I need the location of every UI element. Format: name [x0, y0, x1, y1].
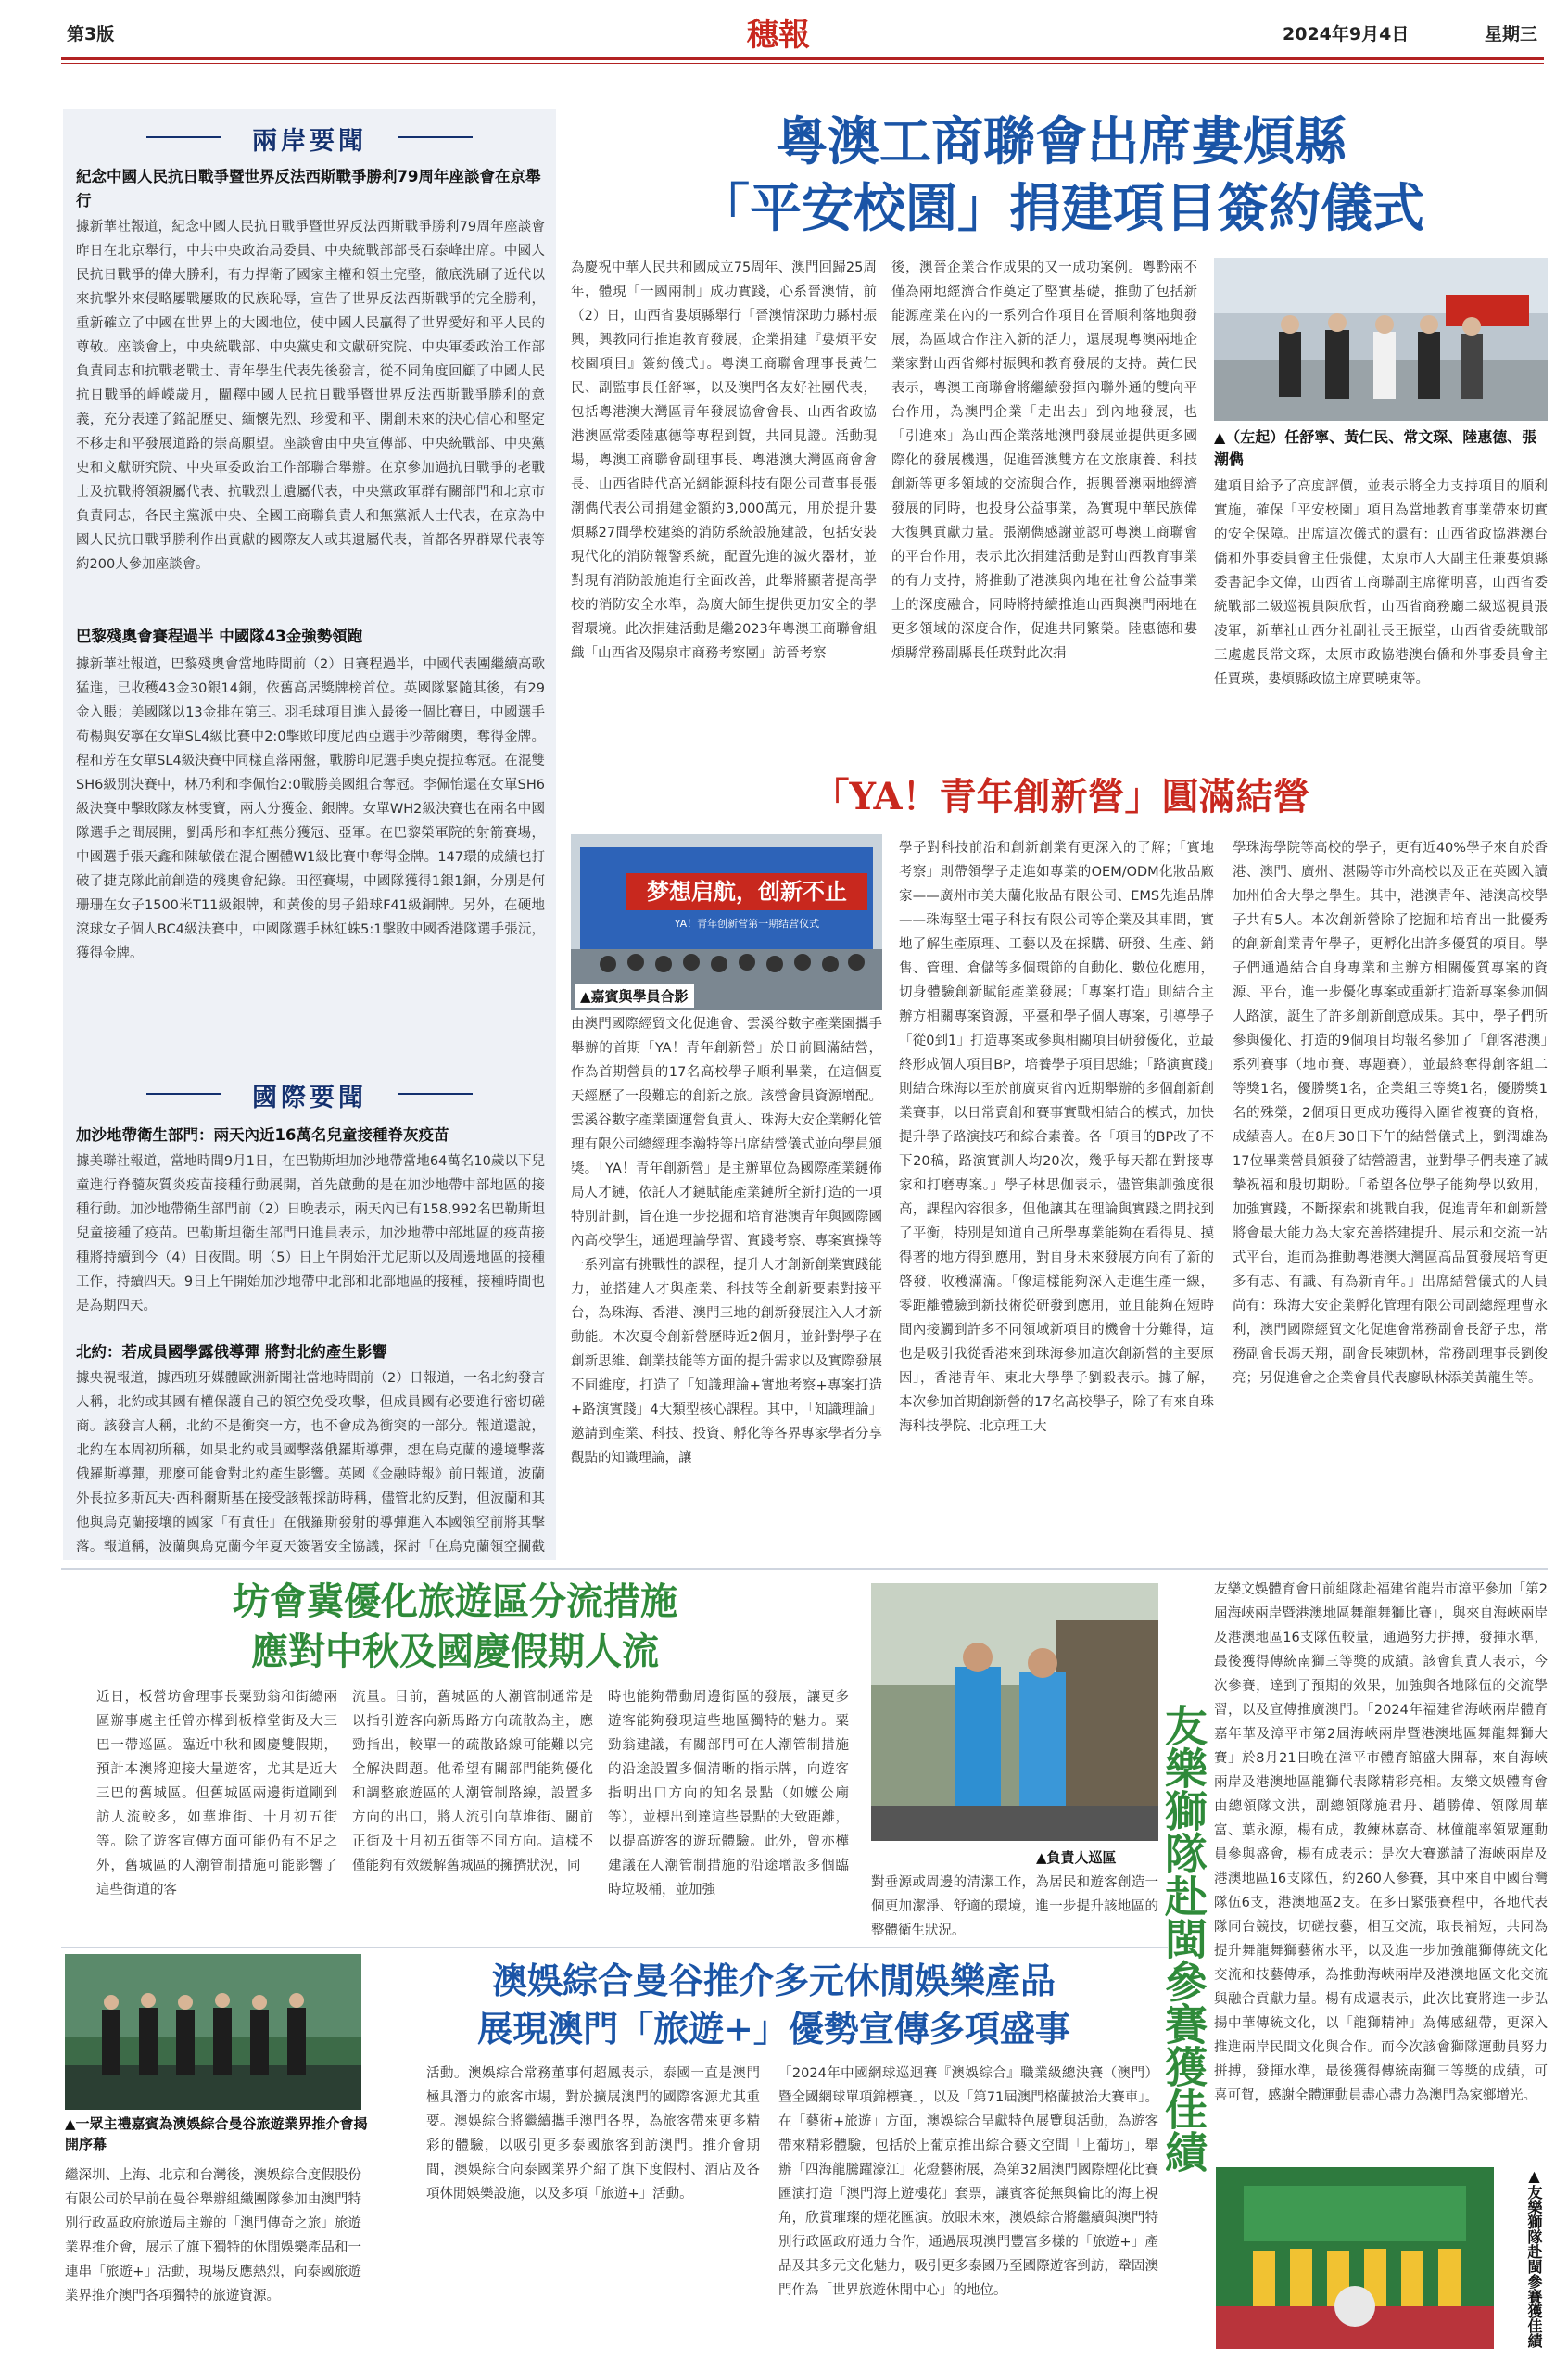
photo-caption: ▲一眾主禮嘉賓為澳娛綜合曼谷旅遊業界推介會揭開序幕	[65, 2115, 368, 2152]
article-title: 巴黎殘奧會賽程過半 中國隊43金強勢領跑	[76, 628, 363, 645]
article-column: 由澳門國際經貿文化促進會、雲溪谷數字產業園攜手舉辦的首期「YA！青年創新營」於日前圓滿結營，作為首期營員的17名高校學子順利畢業，在這個夏天經歷了一段難忘的創新之旅。該營會員資源增配。雲溪谷數字產業園運營負責人、珠海大安企業孵化管理有限公司總經理李瀚特等出席結營儀式並向學員頒獎。「YA！青年創新營」是主辦單位為國際產業鏈佈局人才鏈，依託人才鏈賦能產業鏈所全新打造的一項特別計劃，旨在進一步挖掘和培育港澳青年與國際國內高校學生，通過理論學習、實踐考察、專案實操等一系列富有挑戰性的課程，提升人才創新創業實踐能力，並搭建人才與產業、科技等全創新要素對接平台，為珠海、香港、澳門三地的創新發展注入人才新動能。本次夏令創新營歷時近2個月，並針對學子在創新思維、創業技能等方面的提升需求以及實際發展不同維度，打造了「知識理論+實地考察+專案打造+路演實踐」4大類型核心課程。其中，「知識理論」邀請到產業、科技、投資、孵化等各界專家學者分享觀點的知識理論，讓	[571, 1017, 882, 1466]
article-column: 為慶祝中華人民共和國成立75周年、澳門回歸25周年，體現「一國兩制」成功實踐，心系晉澳情，前（2）日，山西省婁煩縣舉行「晉澳情深助力縣村振興，興教同行推進教育發展，企業捐建『婁煩平安校園項目』簽約儀式」。粵澳工商聯會理事長黃仁民、副監事長任舒寧，以及澳門各友好社團代表，包括粵港澳大灣區青年發展協會會長、山西省政協港澳區常委陸惠德等專程到賀，共同見證。活動現場，粵澳工商聯會副理事長、粵港澳大灣區商會會長、山西省時代高光網能源科技有限公司董事長張潮儁代表公司捐建金額約3,000萬元，用於提升婁煩縣27間學校建築的消防系統設施建設，包括安裝現代化的消防報警系統，配置先進的滅火器材，並對現有消防設施進行全面改善，此舉將顯著提高學校的消防安全水準，為廣大師生提供更加安全的學習環境。此次捐建活動是繼2023年粵澳工商聯會組織「山西省及陽泉市商務考察團」訪晉考察	[571, 260, 877, 661]
lion-dance-team-photo	[1216, 2167, 1494, 2349]
headline-2-title: 「YA！青年創新營」圓滿結營	[812, 775, 1310, 818]
article-column: 活動。澳娛綜合常務董事何超鳳表示，泰國一直是澳門極具潛力的旅客市場，對於擴展澳門的國際客源尤其重要。澳娛綜合將繼續攜手澳門各界，為旅客帶來更多精彩的體驗，以吸引更多泰國旅客到訪澳門。推介會期間，澳娛綜合向泰國業界介紹了旗下度假村、酒店及各項休閒娛樂設施，以及多項「旅遊+」活動。	[426, 2066, 760, 2202]
article-column: 時也能夠帶動周邊街區的發展，讓更多遊客能夠發現這些地區獨特的魅力。粟勁翁建議，有關部門可在人潮管制措施的沿途設置多個清晰的指示牌，向遊客指明出口方向的知名景點（如嬤公廟等），並標出到達這些景點的大致距離，以提高遊客的遊玩體驗。此外，曾亦樺建議在人潮管制措施的沿途增設多個臨時垃圾桶，並加強	[608, 1690, 849, 1897]
photo-caption: ▲友樂獅隊赴閩參賽獲佳績	[1525, 2167, 1543, 2348]
article-column: 友樂文娛體育會日前組隊赴福建省龍岩市漳平參加「第2屆海峽兩岸暨港澳地區舞龍舞獅比賽」，與來自海峽兩岸及港澳地區16支隊伍較量，通過努力拼搏，發揮水準，最後獲得傳統南獅三等獎的成績。該會負責人表示，今次參賽，達到了預期的效果，加強與各地隊伍的交流學習，以及宣傳推廣澳門。「2024年福建省海峽兩岸體育嘉年華及漳平市第2屆海峽兩岸暨港澳地區舞龍舞獅大賽」於8月21日晚在漳平市體育館盛大開幕，來自海峽兩岸及港澳地區龍獅代表隊精彩亮相。友樂文娛體育會由總領隊文洪，副總領隊施君丹、趙勝偉、領隊周華富、葉永源，楊有成，教練林嘉奇、林僮龍率領眾運動員參與盛會，楊有成表示：是次大賽邀請了海峽兩岸及港澳地區16支隊伍，約260人參賽，其中來自中國台灣隊伍6支，港澳地區2支。在多日緊張賽程中，各地代表隊同台競技，切磋技藝，相互交流，取長補短，共同為提升舞龍舞獅藝術水平，以及進一步加強龍獅傳統文化交流和技藝傳承，為推動海峽兩岸及港澳地區文化交流與融合貢獻力量。楊有成還表示，此次比賽將進一步弘揚中華傳統文化，以「龍獅精神」為傳感紐帶，更深入推進兩岸民間文化與合作。而今次該會獅隊運動員努力拼搏，發揮水準，最後獲得傳統南獅三等獎的成績，可喜可賀，感謝全體運動員盡心盡力為澳門為家鄉增光。	[1214, 1582, 1548, 2103]
page-number: 第3版	[67, 24, 115, 44]
headline-3-line-2: 應對中秋及國慶假期人流	[251, 1630, 659, 1673]
article-column: 對垂源或周邊的清潔工作，為居民和遊客創造一個更加潔淨、舒適的環境，進一步提升該地區的整體衛生狀況。	[871, 1875, 1158, 1938]
article-column: 後，澳晉企業合作成果的又一成功案例。粵黔兩不僅為兩地經濟合作奠定了堅實基礎，推動了包括新能源產業在內的一系列合作項目在晉順利落地與發展，為區域合作注入新的活力，還展現粵澳兩地企業家對山西省鄉村振興和教育發展的支持。黃仁民表示，粵澳工商聯會將繼續發揮內聯外通的雙向平台作用，為澳門企業「走出去」到內地發展，也「引進來」為山西企業落地澳門發展並提供更多國際化的發展機遇，促進晉澳雙方在文旅康養、科技創新等更多領域的交流與合作，振興晉澳兩地經濟發展的同時，也投身公益事業，為實現中華民族偉大復興貢獻力量。張潮儁感謝並認可粵澳工商聯會的平台作用，表示此次捐建活動是對山西教育事業的有力支持，將推動了港澳與內地在社會公益事業上的深度融合，同時將持續推進山西與澳門兩地在更多領域的深度合作，促進共同繁榮。陸惠德和婁煩縣常務副縣長任瑛對此次捐	[891, 260, 1197, 661]
article-column: 繼深圳、上海、北京和台灣後，澳娛綜合度假股份有限公司於早前在曼谷舉辦組織團隊參加由澳門特別行政區政府旅遊局主辦的「澳門傳奇之旅」旅遊業界推介會，展示了旗下獨特的休閒娛樂產品和一連串「旅遊+」活動，現場反應熱烈，向泰國旅遊業界推介澳門各項獨特的旅遊資源。	[65, 2168, 361, 2303]
article-column: 「2024年中國網球巡迴賽『澳娛綜合』職業級總決賽（澳門）暨全國網球單項錦標賽」，以及「第71屆澳門格蘭披治大賽車」。在「藝術+旅遊」方面，澳娛綜合呈獻特色展覽與活動，為遊客帶來精彩體驗，包括於上葡京推出綜合藝文空間「上葡坊」，舉辦「四海龍騰躍濠江」花燈藝術展，為第32屆澳門國際煙花比賽匯演打造「澳門海上遊樓花」套票，讓賓客從無與倫比的海上視角，欣賞璀璨的煙花匯演。放眼未來，澳娛綜合將繼續與澳門特別行政區政府通力合作，通過展現澳門豐富多樣的「旅遊+」產品及其多元文化魅力，吸引更多泰國乃至國際遊客到訪，鞏固澳門作為「世界旅遊休閒中心」的地位。	[778, 2066, 1158, 2298]
section-divider	[61, 1947, 1168, 1948]
weekday: 星期三	[1485, 24, 1538, 44]
article-body: 據新華社報道，紀念中國人民抗日戰爭暨世界反法西斯戰爭勝利79周年座談會昨日在北京舉行，中共中央政治局委員、中央統戰部部長石泰峰出席。中國人民抗日戰爭的偉大勝利，有力捍衛了國家主權和領土完整，徹底洗刷了近代以來抗擊外來侵略屢戰屢敗的民族恥辱，宣告了世界反法西斯戰爭的完全勝利，重新確立了中國在世界上的大國地位，使中國人民贏得了世界愛好和平人民的尊敬。座談會上，中央統戰部、中央黨史和文獻研究院、中央軍委政治工作部負責同志和抗戰老戰士、青年學生代表先後發言，從不同角度回顧了中國人民抗日戰爭的崢嶸歲月，闡釋中國人民抗日戰爭暨世界反法西斯戰爭勝利的意義，充分表達了銘記歷史、緬懷先烈、珍愛和平、開創未來的決心信心和堅定不移走和平發展道路的崇高願望。座談會由中央宣傳部、中央統戰部、中央黨史和文獻研究院、中央軍委政治工作部聯合舉辦。在京參加過抗日戰爭的老戰士及抗戰將領親屬代表、抗戰烈士遺屬代表，中央黨政軍群有關部門和北京市負責同志，各民主黨派中央、全國工商聯負責人和無黨派人士代表，在京為中國人民抗日戰爭勝利作出貢獻的國際友人或其遺屬代表，首都各界群眾代表等約200人參加座談會。	[76, 220, 545, 572]
article-column: 近日，板營坊會理事長粟勁翁和街總兩區辦事處主任曾亦樺到板樟堂街及大三巴一帶巡區。臨近中秋和國慶雙假期，預計本澳將迎接大量遊客，尤其是近大三巴的舊城區。但舊城區兩邊街道剛到訪人流較多，如華堆街、十月初五街等。除了遊客宣傳方面可能仍有不足之外，舊城區的人潮管制措施可能影響了這些街道的客	[96, 1690, 337, 1897]
article-body: 據新華社報道，巴黎殘奧會當地時間前（2）日賽程過半，中國代表團繼續高歌猛進，已收穫43金30銀14銅，依舊高居獎牌榜首位。英國隊緊隨其後，有29金入賬；美國隊以13金排在第三。羽毛球項目進入最後一個比賽日，中國選手苟楊與安寧在女單SL4級比賽中2:0擊敗印度尼西亞選手沙蒂爾奧，奪得金牌。程和芳在女單SL4級決賽中同樣直落兩盤，戰勝印尼選手奧克提拉奪冠。在混雙SH6級別決賽中，林乃利和李佩怡2:0戰勝美國組合奪冠。李佩怡還在女單SH6級決賽中擊敗隊友林雯寶，兩人分獲金、銀牌。女單WH2級決賽也在兩名中國隊選手之間展開，劉禹彤和李紅燕分獲冠、亞軍。在巴黎榮軍院的射箭賽場，中國選手張天鑫和陳敏儀在混合團體W1級比賽中奪得金牌。147環的成績也打破了捷克隊此前創造的殘奧會紀錄。田徑賽場，中國隊獲得1銀1銅，分別是何珊珊在女子1500米T11級銀牌，和黃俊的男子鉛球F41級銅牌。另外，在硬地滾球女子個人BC4級決賽中，中國隊選手林紅蛛5:1擊敗中國香港隊選手張沅，獲得金牌。	[76, 657, 545, 961]
photo-caption: ▲嘉賓與學員合影	[575, 984, 694, 1008]
headline-4-line-2: 展現澳門「旅遊+」優勢宣傳多項盛事	[477, 2008, 1070, 2049]
article-column: 建項目給予了高度評價，並表示將全力支持項目的順利實施，確保「平安校園」項目為當地教育事業帶來切實的安全保障。出席這次儀式的還有：山西省政協港澳台僑和外事委員會主任張健，太原市人大副主任兼婁煩縣委書記李文偉，山西省工商聯副主席衛明喜，山西省委統戰部二級巡視員陳欣哲，山西省商務廳二級巡視員張凌軍，新華社山西分社副社長王振堂，山西省委統戰部三處處長常文琛，太原市政協港澳台僑和外事委員會主任賈瑛，婁煩縣政協主席賈曉東等。	[1214, 479, 1548, 687]
photo-caption: ▲負責人巡區	[1036, 1849, 1117, 1866]
headline-3-line-1: 坊會冀優化旅遊區分流措施	[233, 1580, 677, 1623]
signing-group-photo	[1214, 258, 1548, 421]
section-title-international: 國際要聞	[63, 1077, 556, 1113]
article-body: 據央視報道，據西班牙媒體歐洲新聞社當地時間前（2）日報道，一名北約發言人稱，北約或其國有權保護自己的領空免受攻擊，但成員國有必要進行密切磋商。該發言人稱，北約不是衝突一方，也不會成為衝突的一部分。報道還說，北約在本周初所稱，如果北約或員國擊落俄羅斯導彈，想在烏克蘭的邊境擊落俄羅斯導彈，那麼可能會對北約產生影響。英國《金融時報》前日報道，波蘭外長拉多斯瓦夫·西科爾斯基在接受該報採訪時稱，儘管北約反對，但波蘭和其他與烏克蘭接壤的國家「有責任」在俄羅斯發射的導彈進入本國領空前將其擊落。報道稱，波蘭與烏克蘭今年夏天簽署安全協議，探討「在烏克蘭領空攔截	[76, 1371, 545, 1555]
headline-4-line-1: 澳娛綜合曼谷推介多元休閒娛樂產品	[491, 1960, 1056, 2001]
article-title: 北約：若成員國學露俄導彈 將對北約產生影響	[76, 1343, 387, 1361]
issue-date: 2024年9月4日	[1283, 24, 1410, 44]
camp-group-photo	[571, 834, 882, 1010]
event-banner: 梦想启航，创新不止	[626, 873, 867, 910]
header-rule	[61, 57, 1544, 60]
article-column: 學子對科技前沿和創新創業有更深入的了解；「實地考察」則帶領學子走進如專業的OEM/ODM化妝品廠家——廣州市美夫蘭化妝品有限公司、EMS先進品牌——珠海堅士電子科技有限公司等企業及其車間，實地了解生產原理、工藝以及在採購、研發、生產、銷售、管理、倉儲等多個環節的自動化、數位化應用，切身體驗創新賦能產業發展；「專案打造」則結合主辦方相關專案資源，平臺和學子個人專案，引導學子「從0到1」打造專案或參與相關項目研發優化，並最終形成個人項目BP，培養學子項目思維；「路演實踐」則結合珠海以至於前廣東省內近期舉辦的多個創新創業賽事，以日常賣創和賽事實戰相結合的模式，加快提升學子路演技巧和綜合素養。各「項目的BP改了不下20稿，路演實訓人均20次，幾乎每天都在對接專家和打磨專案。」學子林思伽表示，儘管集訓強度很高，課程內容很多，但他讓其在理論與實踐之間找到了平衡，特別是知道自己所學專業能夠在看得見、摸得著的地方得到應用，對自身未來發展方向有了新的啓發，收穫滿滿。「像這樣能夠深入走進生產一線，零距離體驗到新技術從研發到應用，並且能夠在短時間內接觸到許多不同領域新項目的機會十分難得，這也是吸引我從香港來到珠海參加這次創新營的主要原因」，香港青年、東北大學學子劉毅表示。據了解，本次參加首期創新營的17名高校學子，除了有來自珠海科技學院、北京理工大	[899, 841, 1214, 1434]
headline-5-title: 友樂獅隊赴閩參賽獲佳績	[1158, 1704, 1208, 2173]
article-column: 流量。目前，舊城區的人潮管制通常是以指引遊客向新馬路方向疏散為主，應勁指出，較單一的疏散路線可能難以完全解決問題。他希望有關部門能夠優化和調整旅遊區的人潮管制路線，設置多方向的出口，將人流引向草堆街、關前正街及十月初五街等不同方向。這樣不僅能夠有效緩解舊城區的擁擠狀況，同	[352, 1690, 593, 1873]
section-divider	[61, 1568, 1548, 1570]
headline-1-line-2: 「平安校園」捐建項目簽約儀式	[698, 178, 1424, 239]
page-header	[0, 0, 1568, 61]
headline-1-line-1: 粵澳工商聯會出席婁煩縣	[776, 111, 1347, 172]
newspaper-logo: 穗報	[747, 17, 810, 54]
header-rule-thin	[61, 63, 1544, 64]
article-title: 加沙地帶衛生部門：兩天內近16萬名兒童接種脊灰疫苗	[76, 1126, 449, 1144]
bangkok-ceremony-photo	[65, 1954, 361, 2110]
patrol-photo	[871, 1583, 1158, 1841]
article-column: 學珠海學院等高校的學子，更有近40%學子來自於香港、澳門、廣州、湛陽等市外高校以及正在英國入讀加州伯舍大學之學生。其中，港澳青年、港澳高校學子共有5人。本次創新營除了挖掘和培育出一批優秀的創新創業青年學子，更孵化出許多優質的項目。學子們通過結合自身專業和主辦方相關優質專案的資源、平台，進一步優化專案或重新打造新專案參加個人路演，誕生了許多創新創意成果。其中，學子們所參與優化、打造的9個項目均報名參加了「創客港澳」系列賽事（地市賽、專題賽），並最終奪得創客組二等獎1名，優勝獎1名，企業組三等獎1名，優勝獎1名的殊榮，2個項目更成功獲得入圍省複賽的資格，成績喜人。在8月30日下午的結營儀式上，劉潤雄為17位畢業營員頒發了結營證書，並對學子們表達了誠摯祝福和殷切期盼。「希望各位學子能夠學以致用，加強實踐，不斷探索和挑戰自我，促進青年和創新營將會最大能力為大家充善搭建提升、展示和交流一站式平台，進而為推動粵港澳大灣區高品質發展培育更多有志、有識、有為新青年。」出席結營儀式的人員尚有：珠海大安企業孵化管理有限公司副總經理曹永利，澳門國際經貿文化促進會常務副會長舒子忠，常務副會長馮天翔，副會長陳凱林，常務副理事長劉俊亮；另促進會之企業會員代表廖臥林添美黃龍生等。	[1233, 841, 1548, 1386]
article-body: 據美聯社報道，當地時間9月1日，在巴勒斯坦加沙地帶當地64萬名10歲以下兒童進行脊髓灰質炎疫苗接種行動展開，首先啟動的是在加沙地帶中部地區的接種行動。加沙地帶衛生部門前（2）日晚表示，兩天內已有158,992名巴勒斯坦兒童接種了疫苗。巴勒斯坦衛生部門日進員表示，加沙地帶中部地區的疫苗接種將持續到今（4）日夜間。明（5）日上午開始汗尤尼斯以及周邊地區的接種工作，持續四天。9日上午開始加沙地帶中北部和北部地區的接種，接種時間也是為期四天。	[76, 1154, 545, 1313]
photo-caption: ▲（左起）任舒寧、黃仁民、常文琛、陸惠德、張潮儁	[1214, 428, 1537, 468]
event-banner-subtitle: YA！青年创新营第一期结营仪式	[674, 918, 820, 930]
section-title-cross-strait: 兩岸要聞	[63, 121, 556, 157]
article-title: 紀念中國人民抗日戰爭暨世界反法西斯戰爭勝利79周年座談會在京舉行	[76, 168, 541, 209]
news-sidebar	[63, 109, 556, 1560]
